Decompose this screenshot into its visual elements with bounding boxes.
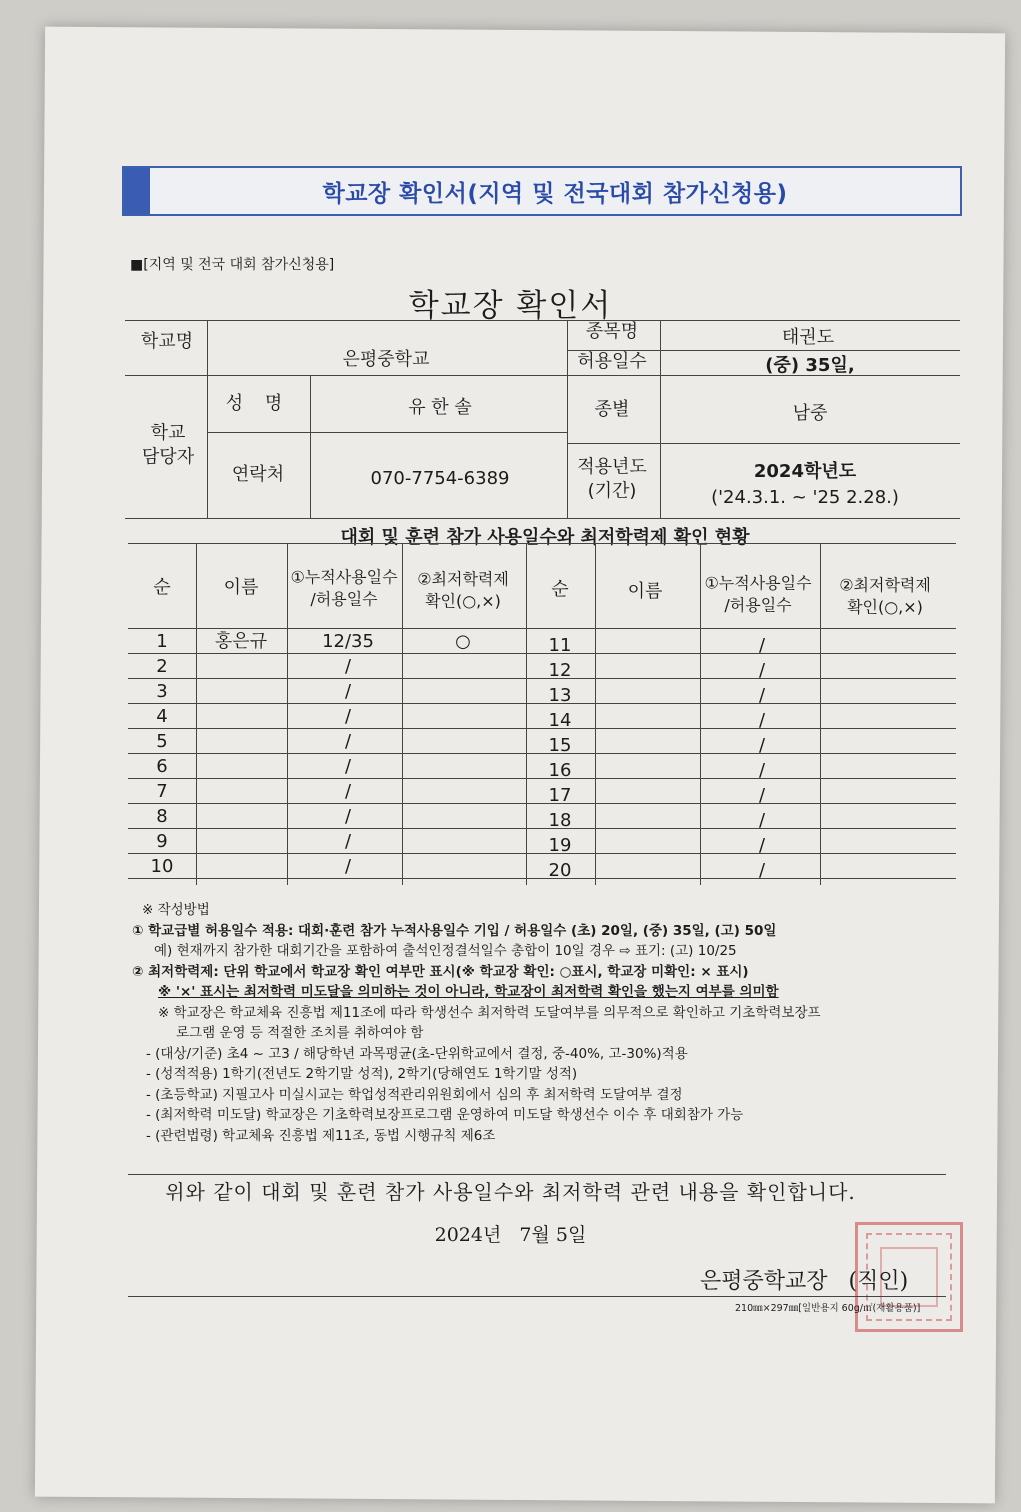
row-seq: 20 [548, 859, 572, 881]
sport-label: 종목명 [585, 320, 639, 342]
row-seq: 16 [548, 759, 572, 781]
table-vline [700, 543, 701, 885]
info-line [567, 443, 960, 444]
row-seq: 14 [548, 709, 572, 731]
divider [128, 1174, 946, 1175]
notes-heading: ※ 작성방법 [142, 902, 210, 918]
name-label: 성 명 [225, 392, 291, 414]
contact-value: 070-7754-6389 [370, 467, 510, 489]
row-days: / [758, 784, 766, 806]
category-label: 종별 [594, 398, 630, 420]
row-seq: 3 [156, 680, 168, 702]
row-seq: 7 [156, 780, 168, 802]
year-label: 적용년도 (기간) [577, 456, 647, 502]
row-days: / [344, 855, 352, 877]
manager-name: 유 한 솔 [408, 396, 472, 418]
table-row-line [128, 853, 956, 854]
row-seq: 19 [548, 834, 572, 856]
year-value: 2024학년도 [753, 460, 857, 482]
note-2-b2: 로그램 운영 등 적절한 조치를 취하여야 함 [176, 1025, 424, 1042]
info-line-bottom [125, 518, 960, 519]
row-days: / [758, 759, 766, 781]
form-subtitle: ■[지역 및 전국 대회 참가신청용] [130, 257, 335, 273]
row-seq: 8 [156, 805, 168, 827]
info-line [207, 432, 567, 433]
row-seq: 10 [150, 855, 174, 877]
row-seq: 4 [156, 705, 168, 727]
row-days: / [758, 834, 766, 856]
row-seq: 18 [548, 809, 572, 831]
table-row-line [128, 878, 956, 879]
row-days: / [758, 684, 766, 706]
detail-1: - (대상/기준) 초4 ~ 고3 / 해당학년 과목평균(초-단위학교에서 결정, 중-40%, 고-30%)적용 [146, 1045, 688, 1062]
header-name-left: 이름 [223, 576, 259, 598]
note-2-a: ※ '×' 표시는 최저학력 미도달을 의미하는 것이 아니라, 학교장이 최저학력 확인을 했는지 여부를 의미함 [158, 984, 779, 1001]
detail-3: - (초등학교) 지필고사 미실시교는 학업성적관리위원회에서 심의 후 최저학력 도달여부 결정 [146, 1086, 683, 1103]
row-days: / [758, 659, 766, 681]
detail-5: - (관련법령) 학교체육 진흥법 제11조, 동법 시행규칙 제6조 [146, 1127, 496, 1144]
category-value: 남중 [792, 402, 828, 424]
row-seq: 9 [156, 830, 168, 852]
table-line-top [128, 543, 956, 544]
row-days: / [758, 634, 766, 656]
table-vline [526, 543, 527, 885]
table-row-line [128, 753, 956, 754]
row-seq: 1 [156, 630, 168, 652]
info-vline [207, 320, 208, 518]
contact-label: 연락처 [231, 463, 285, 485]
row-days: / [344, 680, 352, 702]
table-vline [820, 543, 821, 885]
days-label: 허용일수 [577, 350, 647, 372]
row-days: / [758, 809, 766, 831]
row-seq: 17 [548, 784, 572, 806]
principal-signature: 은평중학교장 (직인) [700, 1269, 909, 1294]
row-seq: 15 [548, 734, 572, 756]
table-row-line [128, 703, 956, 704]
row-days: / [758, 734, 766, 756]
table-row-line [128, 803, 956, 804]
sport-value: 태권도 [781, 326, 835, 348]
row-seq: 5 [156, 730, 168, 752]
table-vline [402, 543, 403, 885]
row-name: 홍은규 [214, 630, 268, 652]
info-line-top [125, 320, 960, 321]
row-days: / [758, 709, 766, 731]
table-row-line [128, 778, 956, 779]
header-seq-right: 순 [551, 578, 569, 600]
school-label: 학교명 [140, 330, 194, 352]
row-days: / [344, 805, 352, 827]
row-days: / [344, 655, 352, 677]
school-name: 은평중학교 [342, 348, 430, 370]
table-header-line [128, 628, 956, 629]
detail-2: - (성적적용) 1학기(전년도 2학기말 성적), 2학기(당해연도 1학기말 성적) [146, 1066, 578, 1083]
paper-spec: 210㎜×297㎜[일반용지 60g/㎡(재활용품)] [735, 1303, 921, 1314]
instructions [132, 900, 962, 1146]
table-row-line [128, 728, 956, 729]
section-title: 대회 및 훈련 참가 사용일수와 최저학력제 확인 현황 [340, 526, 750, 548]
table-row-line [128, 828, 956, 829]
row-seq: 12 [548, 659, 572, 681]
table-vline [595, 543, 596, 885]
banner-title: 학교장 확인서(지역 및 전국대회 참가신청용) [322, 180, 788, 207]
closing-statement: 위와 같이 대회 및 훈련 참가 사용일수와 최저학력 관련 내용을 확인합니다. [165, 1180, 856, 1204]
header-days-left: ①누적사용일수 /허용일수 [290, 567, 398, 608]
info-vline [567, 320, 568, 518]
row-days: / [344, 730, 352, 752]
row-seq: 11 [548, 634, 572, 656]
note-2-b1: ※ 학교장은 학교체육 진흥법 제11조에 따라 학생선수 최저학력 도달여부를 의무적으로 확인하고 기초학력보장프 [158, 1004, 821, 1021]
row-days: 12/35 [322, 630, 374, 652]
row-days: / [758, 859, 766, 881]
detail-4: - (최저학력 미도달) 학교장은 기초학력보장프로그램 운영하여 미도달 학생선수 이수 후 대회참가 가능 [146, 1107, 744, 1124]
note-1: ① 학교급별 허용일수 적용: 대회·훈련 참가 누적사용일수 기입 / 허용일수 (초) 20일, (중) 35일, (고) 50일 [132, 922, 777, 939]
header-check-right: ②최저학력제 확인(○,×) [839, 575, 931, 616]
issue-date: 2024년 7월 5일 [434, 1224, 587, 1246]
info-vline [310, 375, 311, 518]
manager-label: 학교 담당자 [141, 422, 195, 468]
note-1-example: 예) 현재까지 참가한 대회기간을 포함하여 출석인정결석일수 총합이 10일 경우 ⇨ 표기: (고) 10/25 [154, 943, 737, 960]
banner-accent [124, 168, 150, 214]
days-value: (중) 35일, [765, 354, 855, 376]
row-seq: 2 [156, 655, 168, 677]
header-seq-left: 순 [153, 576, 171, 598]
row-days: / [344, 780, 352, 802]
header-name-right: 이름 [627, 580, 663, 602]
row-check: ○ [455, 630, 471, 652]
row-seq: 13 [548, 684, 572, 706]
row-days: / [344, 755, 352, 777]
info-vline [660, 320, 661, 518]
row-days: / [344, 705, 352, 727]
header-check-left: ②최저학력제 확인(○,×) [417, 569, 509, 610]
footer-line [128, 1296, 946, 1297]
table-vline [287, 543, 288, 885]
document-title: 학교장 확인서 [408, 288, 613, 324]
row-days: / [344, 830, 352, 852]
table-row-line [128, 678, 956, 679]
period-value: ('24.3.1. ~ '25 2.28.) [711, 486, 899, 508]
header-days-right: ①누적사용일수 /허용일수 [704, 573, 812, 614]
banner [122, 166, 962, 216]
row-seq: 6 [156, 755, 168, 777]
note-2: ② 최저학력제: 단위 학교에서 학교장 확인 여부만 표시(※ 학교장 확인: ○표시, 학교장 미확인: × 표시) [132, 963, 749, 980]
table-vline [196, 543, 197, 885]
